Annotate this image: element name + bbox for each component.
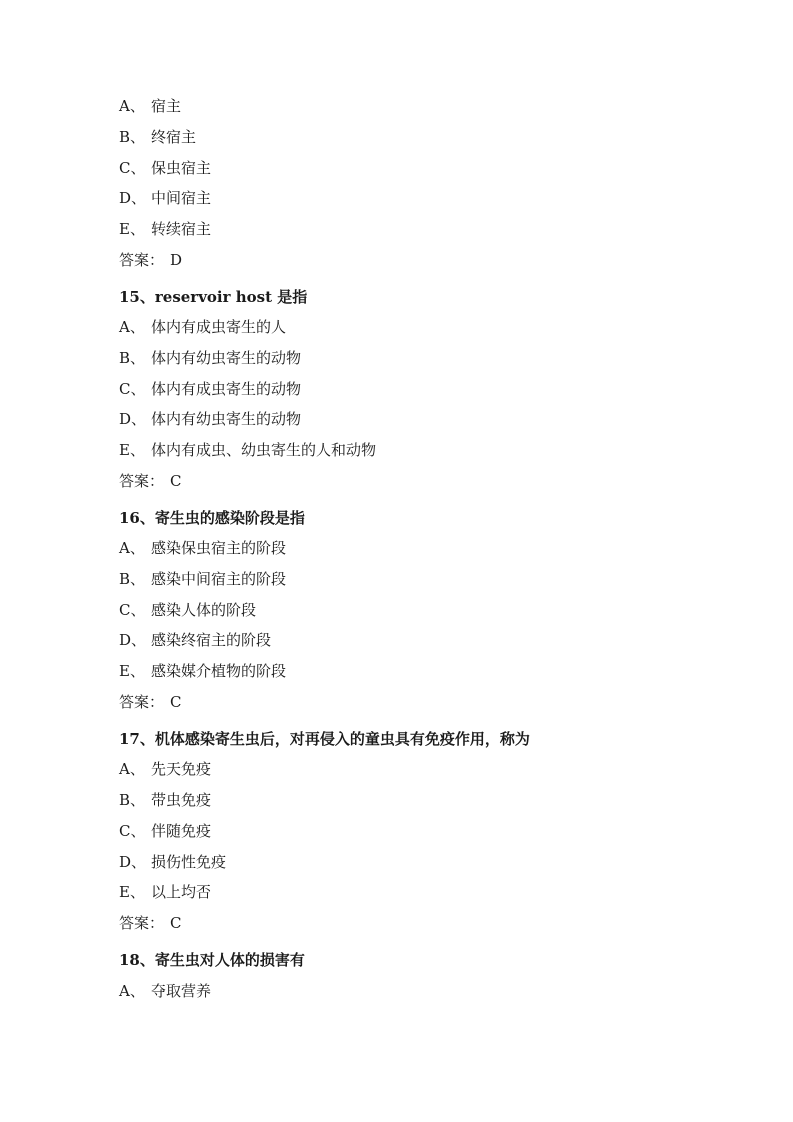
option-text: 夺取营养 bbox=[151, 982, 212, 1000]
answer-line: 答案： C bbox=[119, 693, 182, 711]
option-b: B、 终宿主 bbox=[119, 128, 197, 146]
question-title: 17、机体感染寄生虫后，对再侵入的童虫具有免疫作用，称为 bbox=[119, 730, 530, 748]
option-text: 感染终宿主的阶段 bbox=[151, 631, 272, 649]
option-text: 宿主 bbox=[151, 97, 182, 115]
option-text: 中间宿主 bbox=[151, 189, 212, 207]
option-text: 体内有幼虫寄生的动物 bbox=[151, 349, 302, 367]
option-text: 转续宿主 bbox=[151, 220, 212, 238]
option-a: A、 体内有成虫寄生的人 bbox=[119, 318, 287, 336]
option-text: 带虫免疫 bbox=[151, 791, 212, 809]
option-b: B、 带虫免疫 bbox=[119, 791, 212, 809]
option-text: 体内有成虫寄生的动物 bbox=[151, 380, 302, 398]
option-text: 感染媒介植物的阶段 bbox=[151, 662, 287, 680]
question-title: 15、reservoir host 是指 bbox=[119, 288, 308, 306]
option-c: C、 保虫宿主 bbox=[119, 159, 212, 177]
option-a: A、 先天免疫 bbox=[119, 760, 212, 778]
option-text: 体内有成虫、幼虫寄生的人和动物 bbox=[151, 441, 377, 459]
option-d: D、 中间宿主 bbox=[119, 189, 212, 207]
answer-line: 答案： C bbox=[119, 914, 182, 932]
option-text: 感染人体的阶段 bbox=[151, 601, 257, 619]
option-a: A、 感染保虫宿主的阶段 bbox=[119, 539, 287, 557]
option-text: 感染保虫宿主的阶段 bbox=[151, 539, 287, 557]
answer-value: C bbox=[170, 914, 182, 932]
option-text: 损伤性免疫 bbox=[151, 853, 227, 871]
answer-value: C bbox=[170, 472, 182, 490]
option-text: 感染中间宿主的阶段 bbox=[151, 570, 287, 588]
answer-line: 答案： C bbox=[119, 472, 182, 490]
option-text: 先天免疫 bbox=[151, 760, 212, 778]
option-d: D、 体内有幼虫寄生的动物 bbox=[119, 410, 302, 428]
option-e: E、 感染媒介植物的阶段 bbox=[119, 662, 287, 680]
question-title: 18、寄生虫对人体的损害有 bbox=[119, 951, 305, 969]
option-e: E、 以上均否 bbox=[119, 883, 212, 901]
option-c: C、 感染人体的阶段 bbox=[119, 601, 257, 619]
option-e: E、 转续宿主 bbox=[119, 220, 212, 238]
option-text: 体内有成虫寄生的人 bbox=[151, 318, 287, 336]
option-text: 终宿主 bbox=[151, 128, 197, 146]
option-d: D、 感染终宿主的阶段 bbox=[119, 631, 272, 649]
question-title: 16、寄生虫的感染阶段是指 bbox=[119, 509, 305, 527]
option-c: C、 伴随免疫 bbox=[119, 822, 212, 840]
option-text: 伴随免疫 bbox=[151, 822, 212, 840]
option-text: 保虫宿主 bbox=[151, 159, 212, 177]
answer-value: C bbox=[170, 693, 182, 711]
option-e: E、 体内有成虫、幼虫寄生的人和动物 bbox=[119, 441, 377, 459]
answer-value: D bbox=[170, 251, 183, 269]
answer-line: 答案： D bbox=[119, 251, 183, 269]
option-d: D、 损伤性免疫 bbox=[119, 853, 227, 871]
option-a: A、 夺取营养 bbox=[119, 982, 212, 1000]
option-c: C、 体内有成虫寄生的动物 bbox=[119, 380, 302, 398]
option-a: A、 宿主 bbox=[119, 97, 182, 115]
option-text: 体内有幼虫寄生的动物 bbox=[151, 410, 302, 428]
option-b: B、 感染中间宿主的阶段 bbox=[119, 570, 287, 588]
option-b: B、 体内有幼虫寄生的动物 bbox=[119, 349, 302, 367]
option-text: 以上均否 bbox=[151, 883, 212, 901]
